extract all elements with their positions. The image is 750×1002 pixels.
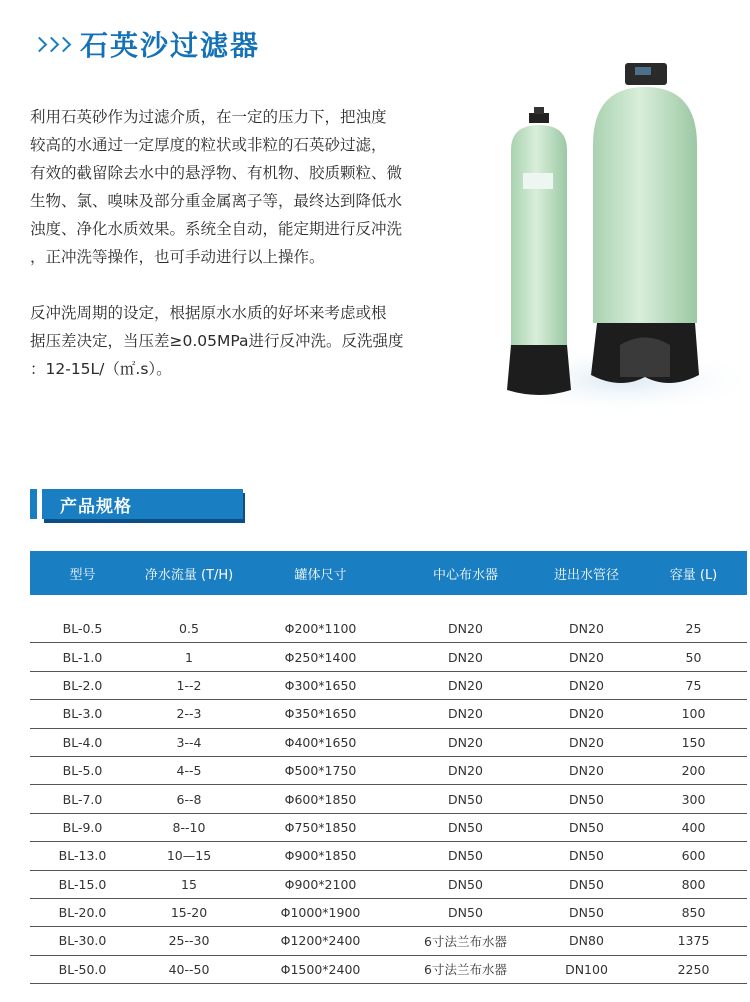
table-row bbox=[30, 956, 747, 984]
table-cell: BL-9.0 bbox=[62, 819, 103, 835]
intro-line: ：12-15L/（㎡.s）。 bbox=[30, 360, 172, 378]
table-cell: 25--30 bbox=[168, 933, 210, 949]
table-cell: 6寸法兰布水器 bbox=[424, 933, 507, 949]
table-cell: DN20 bbox=[569, 763, 604, 779]
table-cell: 8--10 bbox=[172, 819, 206, 835]
table-cell: DN20 bbox=[569, 649, 604, 665]
table-cell: 4--5 bbox=[176, 763, 202, 779]
table-cell: DN50 bbox=[569, 848, 604, 864]
table-cell: 50 bbox=[685, 649, 702, 665]
table-cell: 800 bbox=[681, 876, 706, 892]
section-title: 产品规格 bbox=[60, 497, 132, 517]
table-cell: DN50 bbox=[569, 791, 604, 807]
table-cell: BL-30.0 bbox=[58, 933, 107, 949]
table-cell: 25 bbox=[685, 621, 702, 637]
intro-line: ，正冲洗等操作，也可手动进行以上操作。 bbox=[30, 248, 325, 266]
intro-line: 浊度、净化水质效果。系统全自动，能定期进行反冲洗 bbox=[30, 220, 403, 238]
intro-line: 较高的水通过一定厚度的粒状或非粒的石英砂过滤， bbox=[30, 136, 387, 154]
table-cell: DN20 bbox=[569, 621, 604, 637]
table-cell: 400 bbox=[681, 819, 706, 835]
table-cell: Φ1000*1900 bbox=[280, 905, 361, 921]
chevron-icon bbox=[34, 39, 70, 50]
header-cell: 进出水管径 bbox=[553, 567, 619, 583]
table-cell: 150 bbox=[681, 734, 706, 750]
table-cell: DN20 bbox=[569, 734, 604, 750]
table-cell: Φ500*1750 bbox=[284, 763, 357, 779]
intro-paragraph-1 bbox=[30, 103, 415, 271]
table-cell: BL-5.0 bbox=[62, 763, 103, 779]
intro-line: 反冲洗周期的设定，根据原水水质的好坏来考虑或根 bbox=[30, 304, 387, 322]
table-cell: BL-13.0 bbox=[58, 848, 107, 864]
product-image bbox=[485, 55, 750, 415]
table-cell: DN50 bbox=[448, 905, 483, 921]
table-row bbox=[30, 615, 747, 643]
page-title: 石英沙过滤器 bbox=[80, 29, 261, 62]
table-cell: DN50 bbox=[569, 876, 604, 892]
table-cell: Φ900*2100 bbox=[284, 876, 357, 892]
header-cell: 中心布水器 bbox=[432, 567, 498, 583]
table-cell: DN20 bbox=[448, 734, 483, 750]
table-row bbox=[30, 842, 747, 870]
intro-line: 据压差决定，当压差≥0.05MPa进行反冲洗。反洗强度 bbox=[30, 332, 404, 350]
spec-table bbox=[30, 551, 747, 984]
table-cell: BL-20.0 bbox=[58, 905, 107, 921]
table-cell: BL-15.0 bbox=[58, 876, 107, 892]
table-cell: BL-4.0 bbox=[62, 734, 103, 750]
table-cell: 40--50 bbox=[168, 961, 210, 977]
table-row bbox=[30, 814, 747, 842]
small-tank bbox=[507, 107, 571, 395]
table-cell: 10—15 bbox=[166, 848, 212, 864]
table-cell: DN20 bbox=[448, 677, 483, 693]
table-cell: DN50 bbox=[448, 876, 483, 892]
table-cell: BL-3.0 bbox=[62, 706, 103, 722]
table-cell: DN20 bbox=[448, 621, 483, 637]
header-cell: 容量 (L) bbox=[669, 567, 718, 583]
table-cell: Φ300*1650 bbox=[284, 677, 357, 693]
page-title-block bbox=[34, 22, 260, 66]
table-cell: DN50 bbox=[448, 848, 483, 864]
table-row bbox=[30, 899, 747, 927]
table-cell: Φ900*1850 bbox=[284, 848, 357, 864]
table-cell: 6--8 bbox=[176, 791, 202, 807]
intro-line: 有效的截留除去水中的悬浮物、有机物、胶质颗粒、微 bbox=[30, 164, 403, 182]
intro-paragraph-2 bbox=[30, 299, 415, 383]
table-cell: 1375 bbox=[677, 933, 710, 949]
table-cell: 600 bbox=[681, 848, 706, 864]
table-row bbox=[30, 871, 747, 899]
table-cell: DN50 bbox=[569, 905, 604, 921]
intro-text bbox=[30, 103, 415, 383]
table-cell: DN20 bbox=[448, 706, 483, 722]
table-cell: DN20 bbox=[448, 649, 483, 665]
table-cell: DN100 bbox=[565, 961, 608, 977]
large-tank bbox=[591, 63, 699, 383]
header-cell: 净水流量 (T/H) bbox=[144, 567, 234, 583]
intro-line: 生物、氯、嗅味及部分重金属离子等，最终达到降低水 bbox=[30, 192, 403, 210]
intro-line: 利用石英砂作为过滤介质，在一定的压力下，把浊度 bbox=[30, 108, 387, 126]
table-cell: BL-7.0 bbox=[62, 791, 103, 807]
table-cell: 100 bbox=[681, 706, 706, 722]
table-cell: 3--4 bbox=[176, 734, 202, 750]
table-cell: BL-50.0 bbox=[58, 961, 107, 977]
table-row bbox=[30, 729, 747, 757]
table-cell: DN50 bbox=[448, 791, 483, 807]
table-row bbox=[30, 927, 747, 955]
table-cell: 6寸法兰布水器 bbox=[424, 962, 507, 978]
table-cell: 15-20 bbox=[170, 905, 208, 921]
table-cell: Φ1500*2400 bbox=[280, 961, 361, 977]
table-cell: Φ250*1400 bbox=[284, 649, 357, 665]
header-cell: 型号 bbox=[69, 567, 96, 583]
table-cell: 2--3 bbox=[176, 706, 202, 722]
table-cell: DN50 bbox=[569, 819, 604, 835]
table-cell: Φ1200*2400 bbox=[280, 933, 361, 949]
table-cell: DN20 bbox=[569, 706, 604, 722]
header-cell: 罐体尺寸 bbox=[294, 567, 347, 583]
table-cell: 1--2 bbox=[176, 677, 202, 693]
table-row bbox=[30, 643, 747, 671]
table-body bbox=[30, 615, 747, 984]
section-header bbox=[30, 487, 243, 519]
table-cell: 2250 bbox=[677, 961, 710, 977]
table-cell: 75 bbox=[685, 677, 702, 693]
table-cell: Φ750*1850 bbox=[284, 819, 357, 835]
table-cell: 1 bbox=[185, 649, 193, 665]
table-header bbox=[30, 551, 747, 595]
table-cell: DN20 bbox=[448, 763, 483, 779]
table-cell: 300 bbox=[681, 791, 706, 807]
table-cell: DN50 bbox=[448, 819, 483, 835]
table-cell: Φ350*1650 bbox=[284, 706, 357, 722]
table-cell: Φ400*1650 bbox=[284, 734, 357, 750]
table-cell: 850 bbox=[681, 905, 706, 921]
table-row bbox=[30, 700, 747, 728]
table-row bbox=[30, 672, 747, 700]
table-cell: DN20 bbox=[569, 677, 604, 693]
table-cell: BL-1.0 bbox=[62, 649, 103, 665]
table-cell: 15 bbox=[181, 876, 197, 892]
table-cell: Φ200*1100 bbox=[284, 621, 357, 637]
table-cell: BL-0.5 bbox=[62, 621, 103, 637]
table-row bbox=[30, 757, 747, 785]
table-cell: 200 bbox=[681, 763, 706, 779]
table-cell: Φ600*1850 bbox=[284, 791, 357, 807]
table-cell: BL-2.0 bbox=[62, 677, 103, 693]
table-row bbox=[30, 785, 747, 813]
table-cell: DN80 bbox=[569, 933, 604, 949]
table-cell: 0.5 bbox=[179, 621, 199, 637]
